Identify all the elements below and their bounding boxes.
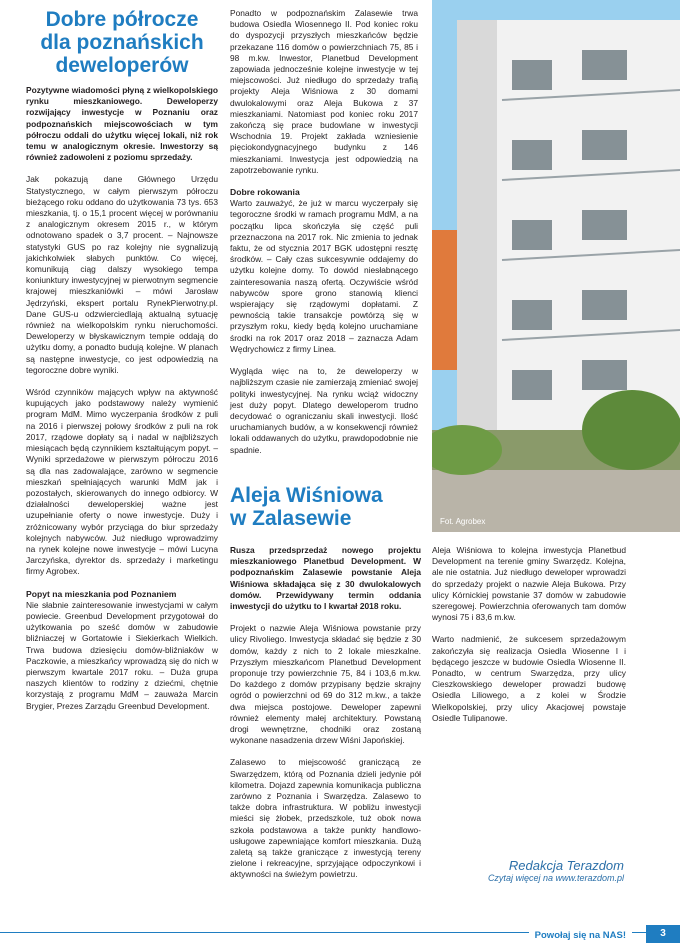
article-2-paragraph: Warto nadmienić, że sukcesem sprzedażowym zakończyła się realizacja Osiedla Wiosenne I i będącego jeszcze w budowie Osiedla Wiosenne II. Ponadto, w centrum Swarzędza, przy ulicy Cieszkowskiego deweloper prowadzi budowę Osiedla Liliowego, a z kolei w Środzie Wielkopolskiej, przy ulicy Akacjowej powstaje Osiedle Tulipanowe. [432, 634, 626, 723]
article-2-paragraph: Aleja Wiśniowa to kolejna inwestycja Planetbud Development na terenie gminy Swarzędz. Kolejna, ale nie ostatnia. Już niedługo deweloper wprowadzi do sprzedaży projekt o nazwie Aleja Bukowa. Przy ulicy Kórnickiej powstanie 37 domów w zabudowie szeregowej. Powierzchnia oferowanych tam domów wynosi 75 i 83,6 m.kw. [432, 545, 626, 623]
column-3 [230, 545, 421, 892]
signature-link[interactable]: Czytaj więcej na www.terazdom.pl [487, 873, 624, 883]
signature-name: Redakcja Terazdom [508, 858, 624, 873]
footer-cta: Powołaj się na NAS! [529, 930, 632, 941]
article-2-paragraph: Projekt o nazwie Aleja Wiśniowa powstanie przy ulicy Rivoliego. Inwestycja składać się będzie z 30 domów, każdy z nich to 2 lokale mieszkalne. Przyszłym mieszkańcom Planetbud Development proponuje trzy powierzchnie 75, 84 i 103,6 m.kw. Do każdego z domów przypisany będzie skrajny ogród o powierzchni od 69 do 312 m.kw., a także dwa miejsca postojowe. Deweloper zapewni również elementy małej architektury. Powstaną drogi wewnętrzne, chodniki oraz zostaną wykonane nasadzenia drzew Wiśni Japońskiej. [230, 623, 421, 746]
article-1-paragraph: Warto zauważyć, że już w marcu wyczerpały się tegoroczne środki w ramach programu MdM, a na początku lipca skończyła się część puli przeznaczona na 2017 rok. Nic zmienia to jednak faktu, że od stycznia 2017 BGK udostępni resztę środków. – Cały czas sukcesywnie oddajemy do użytku kolejne domy. To dowód niesłabnącego zainteresowania naszą ofertą. Oczywiście wśród nabywców spore grono stanowią klienci wspierający się rządowymi dopłatami. Z pewnością takie transakcje powtórzą się w przyszłym roku, kiedy będą kolejno uruchamiane środki na rok 2017 oraz 2018 – zaznacza Adam Wędrychowicz z firmy Linea. [230, 198, 418, 354]
article-1-lead: Pozytywne wiadomości płyną z wielkopolskiego rynku mieszkaniowego. Deweloperzy rozwijający inwestycje w Poznaniu oraz podpoznańskich miejscowościach w tym półroczu oddali do użytku więcej lokali, niż rok temu w analogicznym okresie. Inwestorzy są również zadowoleni z poziomu sprzedaży. [26, 85, 218, 163]
article-1-paragraph: Jak pokazują dane Głównego Urzędu Statystycznego, w całym pierwszym półroczu bieżącego roku oddano do użytkowania 73 tys. 653 mieszkania, tj. o 15,1 procent więcej w porównaniu z analogicznym okresem 2015 r., w którym odnotowano spadek o 3,7 procent. – Najnowsze statystyki GUS po raz kolejny nie sygnalizują jakichkolwiek słabych punktów. Co więcej, komunikują ciąg dalszy wysokiego tempa koniunktury inwestycyjnej w pierwotnym segmencie krajowej mieszkaniówki – mówi Jarosław Jędrzyński, ekspert portalu RynekPierwotny.pl. Dane GUS-u odzwierciedlają aktualną sytuację również na wielkopolskim rynku nieruchomości. Deweloperzy w błyskawicznym tempie oddają do użytku domy, a ponadto budują kolejne. W planach są następne inwestycje, co jest odpowiedzią na tegoroczne dobre wyniki. [26, 174, 218, 375]
article-2-lead: Rusza przedsprzedaż nowego projektu mieszkaniowego Planetbud Development. W podpoznańskim Zalasewie powstanie Aleja Wiśniowa składająca się z 30 dwulokalowych domów. Przewidywany termin oddania inwestycji do użytku to I kwartał 2018 roku. [230, 545, 421, 612]
article-2-paragraph: Zalasewo to miejscowość graniczącą ze Swarzędzem, którą od Poznania dzieli jedynie pół kilometra. Dojazd zapewnia komunikacja publiczna zarówno z Poznania i Swarzędza. Zalasewo to także dobra infrastruktura. W pobliżu inwestycji mieści się żłobek, przedszkole, tuż obok nowa szkoła podstawowa a także punkty handlowo-usługowe zapewniające komfort mieszkania. Dużą zaletą są także graniczące z inwestycją tereny zielone i rekreacyjne, sprzyjające odpoczynkowi i aktywności na świeżym powietrzu. [230, 757, 421, 880]
subheading-rokowania: Dobre rokowania [230, 187, 300, 198]
column-4 [432, 545, 626, 735]
article-1-paragraph: Wygląda więc na to, że deweloperzy w najbliższym czasie nie zamierzają zmieniać swojej polityki inwestycyjnej. Na rynku wciąż widoczny jest duży popyt. Dlatego deweloperom trudno decydować o ograniczaniu skali inwestycji. Ilość uruchamianych budów, a w konsekwencji również lokali oddawanych do użytku, prawdopodobnie nie spadnie. [230, 366, 418, 455]
apartment-building-photo [432, 0, 680, 532]
editorial-signature [488, 858, 624, 884]
article-1-paragraph: Nie słabnie zainteresowanie inwestycjami w całym powiecie. Greenbud Development przygotował do użytkowania po sześć domów w zabudowie bliźniaczej w Gortatowie i Siekierkach Wielkich. Trwa budowa dziesięciu domów-bliźniaków w Paczkowie, a mieszkańcy wprowadzą się do nich w pierwszym kwartale 2017 roku. – Duża grupa naszych klientów to rodziny z dziećmi, chętnie korzystają z programu MdM – zauważa Marcin Brygier, Prezes Zarządu Greenbud Development. [26, 599, 218, 711]
article-2-title: Aleja Wiśniowa w Zalasewie [230, 484, 383, 530]
column-2 [230, 8, 418, 467]
article-1-paragraph: Wśród czynników mających wpływ na aktywność kupujących jako podstawowy należy wymienić program MdM. Mimo wyczerpania środków z puli na 2016 i pierwszej połowy środków z puli na rok 2017, rządowe dopłaty są i nadal w najbliższych miesiącach będą czynnikiem kształtującym popyt. – Wyniki sprzedażowe w pierwszym półroczu 2016 są dla nas zadowalające, zarówno w segmencie mieszkań spełniających warunki MdM jak i pozostałych, skierowanych do innego odbiorcy. W działalności deweloperskiej ważne jest uzupełnianie oferty o nowe inwestycje. Duży i zróżnicowany wybór przyciąga do biur sprzedaży kolejnych nabywców. Już niedługo wprowadzimy na rynek kolejne nowe inwestycje – mówi Lucyna Jarczyńska, dyrektor ds. sprzedaży i marketingu firmy Agrobex. [26, 387, 218, 577]
page-number: 3 [646, 925, 680, 943]
subheading-popyt: Popyt na mieszkania pod Poznaniem [26, 588, 177, 599]
building-illustration [432, 0, 680, 532]
column-1 [26, 8, 218, 723]
article-1-title: Dobre półrocze dla poznańskich deweloperów [40, 8, 204, 77]
article-1-paragraph: Ponadto w podpoznańskim Zalasewie trwa budowa Osiedla Wiosennego II. Pod koniec roku do dyspozycji przyszłych mieszkańców będzie przekazane 116 domów o powierzchniach 75, 85 i 98 m.kw. Inwestor, Planetbud Development zapowiada jednocześnie kolejne inwestycje w tej miejscowości. Już niedługo do sprzedaży trafią projekty Aleja Wiśniowa z 30 domami dwulokalowymi oraz Aleja Bukowa z 37 mieszkaniami. Natomiast pod koniec roku 2017 zakończą się prace budowlane w inwestycji Wschodnia 19. Projekt zakłada wzniesienie pięciokondygnacyjnego budynku z 146 mieszkaniami. Inwestycja jest odpowiedzią na zapotrzebowanie rynku. [230, 8, 418, 175]
photo-credit: Fot. Agrobex [440, 517, 486, 526]
